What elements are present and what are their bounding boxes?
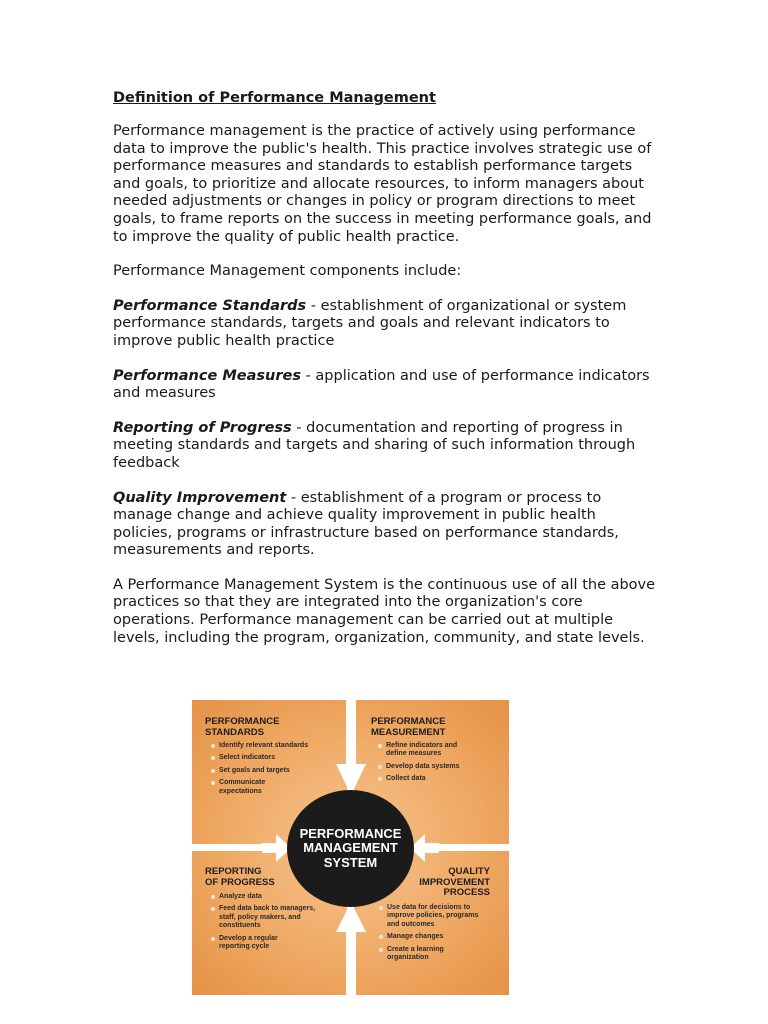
- list-item: Select indicators: [210, 754, 335, 762]
- intro-paragraph: Performance management is the practice of actively using performance data to improve the public's health. This practice involves strategic use of performance measures and standards to establish performance targets and goals, to prioritize and allocate resources, to inform managers about needed adjustments or changes in policy or program directions to meet goals, to frame reports on the success in meeting performance goals, and to improve the quality of public health practice.: [113, 123, 652, 245]
- list-item: Identify relevant standards: [210, 742, 335, 750]
- document-body: [113, 90, 658, 664]
- component-description: - establishment of a program or process to manage change and achieve quality improvement in public health policies, programs or infrastructure based on performance standards, measurements and reports.: [113, 489, 619, 559]
- heading-line: REPORTING: [205, 866, 262, 877]
- component-description: - application and use of performance indicators and measures: [113, 367, 650, 402]
- list-item: Communicate expectations: [210, 779, 284, 796]
- component-name: Performance Measures: [113, 367, 301, 384]
- list-item: Refine indicators and define measures: [377, 742, 477, 759]
- heading-line: QUALITY: [448, 866, 490, 877]
- arrow-up-icon: [335, 902, 367, 995]
- reporting-heading: [205, 867, 275, 888]
- component-name: Performance Standards: [113, 297, 307, 314]
- component-description: - documentation and reporting of progress in meeting standards and targets and sharing of such information through feedback: [113, 419, 636, 471]
- measurement-list: [377, 742, 477, 788]
- list-item: Collect data: [377, 775, 477, 783]
- heading-line: IMPROVEMENT: [419, 876, 490, 888]
- standards-list: [210, 742, 335, 800]
- reporting-list: [210, 893, 325, 955]
- measurement-heading: [371, 717, 445, 738]
- center-circle: [287, 790, 414, 907]
- list-item: Analyze data: [210, 893, 325, 901]
- list-item: Feed data back to managers, staff, policy makers, and constituents: [210, 905, 325, 930]
- list-item: Use data for decisions to improve policies, programs and outcomes: [378, 904, 488, 929]
- page-title: Definition of Performance Management: [113, 90, 436, 106]
- list-item: Set goals and targets: [210, 767, 335, 775]
- list-item: Develop data systems: [377, 763, 477, 771]
- closing-paragraph: A Performance Management System is the continuous use of all the above practices so that they are integrated into the organization's core operations. Performance management can be carried out at multiple levels, including the program, organization, community, and state levels.: [113, 576, 656, 646]
- list-item: Manage changes: [378, 933, 488, 941]
- component-measures: [113, 368, 658, 403]
- component-quality: [113, 490, 658, 560]
- heading-line: PERFORMANCE: [205, 716, 280, 727]
- heading-line: MEASUREMENT: [371, 726, 446, 738]
- heading-line: PROCESS: [443, 887, 490, 898]
- quality-list: [378, 904, 488, 966]
- list-item: Create a learning organization: [378, 946, 467, 963]
- standards-heading: [205, 717, 279, 738]
- list-item: Develop a regular reporting cycle: [210, 935, 309, 952]
- component-name: Quality Improvement: [113, 489, 287, 506]
- component-name: Reporting of Progress: [113, 419, 292, 436]
- component-reporting: [113, 420, 658, 473]
- heading-line: OF PROGRESS: [205, 876, 275, 888]
- performance-management-diagram: [192, 700, 509, 995]
- heading-line: STANDARDS: [205, 726, 264, 738]
- arrow-down-icon: [335, 700, 367, 796]
- component-standards: [113, 298, 658, 351]
- quality-heading: [419, 867, 490, 899]
- center-label: PERFORMANCE MANAGEMENT SYSTEM: [299, 825, 402, 870]
- heading-line: PERFORMANCE: [371, 716, 446, 727]
- component-description: - establishment of organizational or system performance standards, targets and goals and relevant indicators to improve public health practice: [113, 297, 627, 349]
- components-intro: Performance Management components include:: [113, 263, 462, 280]
